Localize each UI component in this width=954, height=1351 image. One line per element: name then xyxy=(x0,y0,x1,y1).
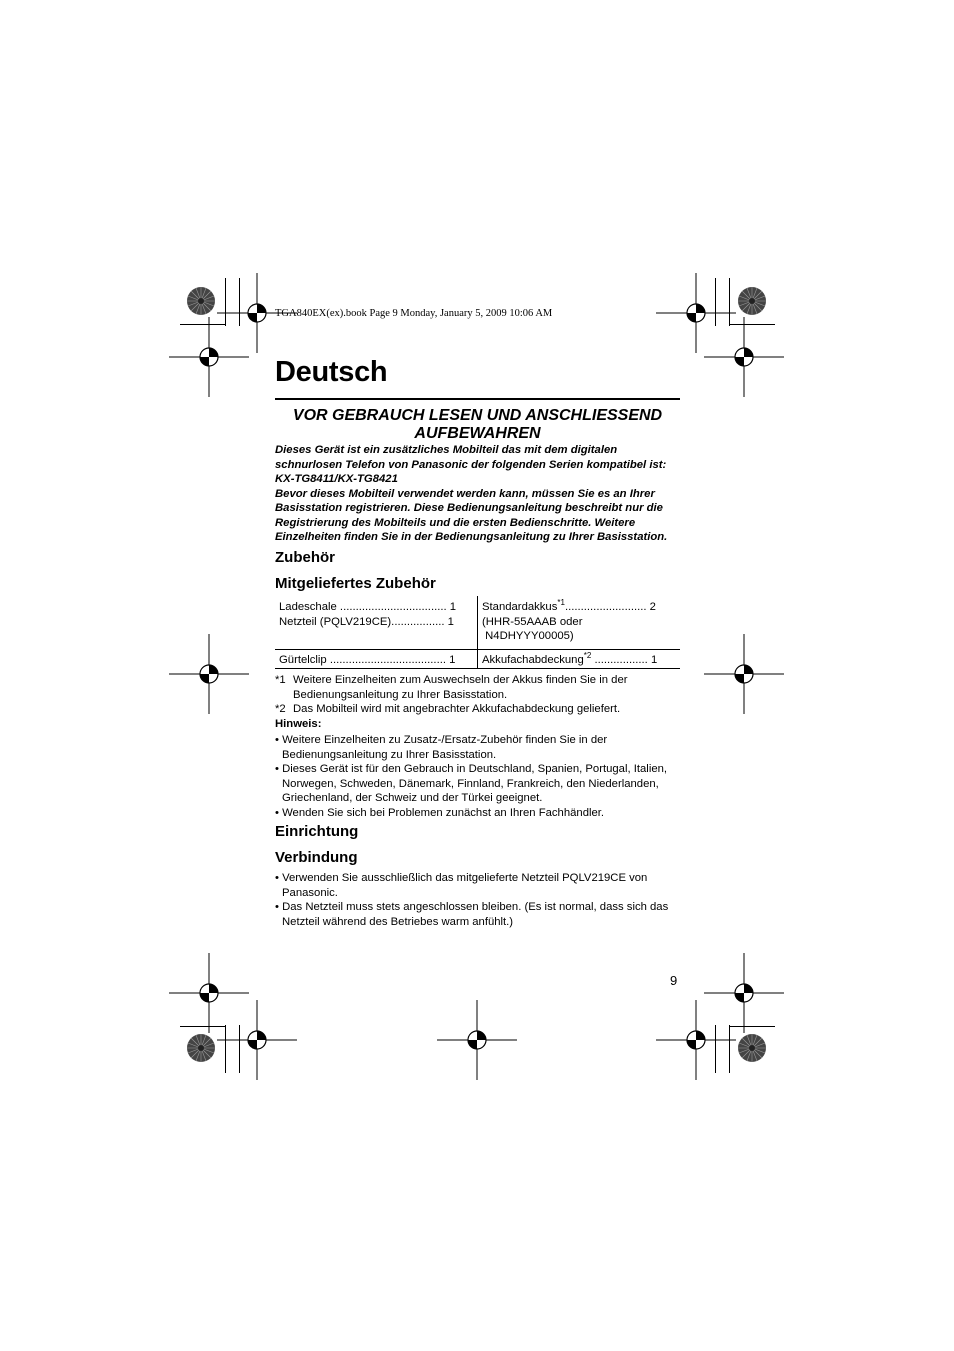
table-cell-line: Netzteil (PQLV219CE)................. 1 xyxy=(279,615,454,628)
note-line: • Weitere Einzelheiten zu Zusatz-/Ersatz-Zubehör finden Sie in der xyxy=(275,734,608,746)
subtitle-line: VOR GEBRAUCH LESEN UND ANSCHLIESSEND xyxy=(292,407,663,424)
item-name: Akkufachabdeckung xyxy=(482,654,584,666)
connection-list xyxy=(275,871,668,929)
footnote-line: Bedienungsanleitung zu Ihrer Basisstation. xyxy=(293,688,508,701)
note-line: Norwegen, Schweden, Dänemark, Finnland, Frankreich, den Niederlanden, xyxy=(282,777,659,790)
registration-mark xyxy=(437,1000,517,1080)
footnote-text xyxy=(293,673,628,702)
note-line: Griechenland, der Schweiz und der Türkei geeignet. xyxy=(282,792,543,804)
star-target-mark xyxy=(187,1034,215,1062)
footnote-ref: *1 xyxy=(557,598,565,608)
title-divider xyxy=(275,398,680,400)
connection-line: • Verwenden Sie ausschließlich das mitgelieferte Netzteil PQLV219CE von xyxy=(275,872,648,884)
heading-setup: Einrichtung xyxy=(275,823,359,840)
note-item xyxy=(275,733,667,820)
heading-supplied-accessories: Mitgeliefertes Zubehör xyxy=(275,575,436,592)
note-line: Bedienungsanleitung zu Ihrer Basisstation. xyxy=(282,748,497,761)
star-target-mark xyxy=(738,287,766,315)
registration-mark xyxy=(656,273,736,353)
note-line: • Dieses Gerät ist für den Gebrauch in Deutschland, Spanien, Portugal, Italien, xyxy=(275,763,668,775)
table-cell xyxy=(482,600,677,644)
section-subtitle xyxy=(275,407,680,443)
item-name: Standardakkus xyxy=(482,601,558,613)
footnote-line: Weitere Einzelheiten zum Auswechseln der Akkus finden Sie in der xyxy=(293,674,628,686)
intro-text xyxy=(275,443,685,545)
book-header-line: TGA840EX(ex).book Page 9 Monday, January 5, 2009 10:06 AM xyxy=(275,308,553,319)
table-cell-line: N4DHYYY00005) xyxy=(482,630,574,642)
star-target-mark xyxy=(738,1034,766,1062)
registration-mark xyxy=(217,1000,297,1080)
intro-line: Einzelheiten finden Sie in der Bedienungsanleitung zu Ihrer Basisstation. xyxy=(275,531,668,543)
footnote-mark: *1 xyxy=(275,674,286,686)
table-cell-line: Ladeschale .................................. 1 xyxy=(279,601,457,613)
table-cell xyxy=(279,600,456,629)
registration-mark xyxy=(169,953,249,1033)
accessories-table xyxy=(275,596,680,668)
intro-line: Dieses Gerät ist ein zusätzliches Mobilteil das mit dem digitalen xyxy=(275,444,618,456)
connection-line: • Das Netzteil muss stets angeschlossen bleiben. (Es ist normal, dass sich das xyxy=(275,901,669,913)
registration-mark xyxy=(704,953,784,1033)
star-target-mark xyxy=(187,287,215,315)
connection-line: Netzteil während des Betriebes warm anfühlt.) xyxy=(282,915,514,928)
registration-mark xyxy=(704,317,784,397)
heading-connection: Verbindung xyxy=(275,849,358,866)
registration-mark xyxy=(656,1000,736,1080)
footnote-mark: *2 xyxy=(275,703,286,715)
table-cell-line xyxy=(482,600,677,615)
item-quantity: .......................... 2 xyxy=(564,601,656,613)
heading-accessories: Zubehör xyxy=(275,549,335,566)
table-column-divider xyxy=(477,596,478,668)
note-line: • Wenden Sie sich bei Problemen zunächst an Ihren Fachhändler. xyxy=(275,806,605,819)
intro-line: schnurlosen Telefon von Panasonic der folgenden Serien kompatibel ist: xyxy=(275,458,667,471)
table-row-divider xyxy=(275,649,680,650)
page-title: Deutsch xyxy=(275,356,388,388)
intro-line: Registrierung des Mobilteils und die ersten Bedienschritte. Weitere xyxy=(275,516,636,529)
footnote-ref: *2 xyxy=(583,651,592,661)
registration-mark xyxy=(704,634,784,714)
subtitle-line: AUFBEWAHREN xyxy=(414,425,541,442)
intro-line: KX-TG8411/KX-TG8421 xyxy=(275,473,398,485)
footnote-text: Das Mobilteil wird mit angebrachter Akkufachabdeckung geliefert. xyxy=(293,703,621,715)
item-quantity: ................. 1 xyxy=(591,654,658,666)
intro-line: Basisstation registrieren. Diese Bedienungsanleitung beschreibt nur die xyxy=(275,502,663,514)
registration-mark xyxy=(169,317,249,397)
table-cell: Gürtelclip ..................................... 1 xyxy=(279,654,456,666)
registration-mark xyxy=(169,634,249,714)
connection-line: Panasonic. xyxy=(282,886,338,899)
intro-line: Bevor dieses Mobilteil verwendet werden kann, müssen Sie es an Ihrer xyxy=(275,487,655,500)
note-heading: Hinweis: xyxy=(275,718,322,730)
table-bottom-border xyxy=(275,668,680,669)
page-number: 9 xyxy=(670,973,678,988)
table-cell xyxy=(482,653,657,668)
table-cell-line: (HHR-55AAAB oder xyxy=(482,615,583,628)
